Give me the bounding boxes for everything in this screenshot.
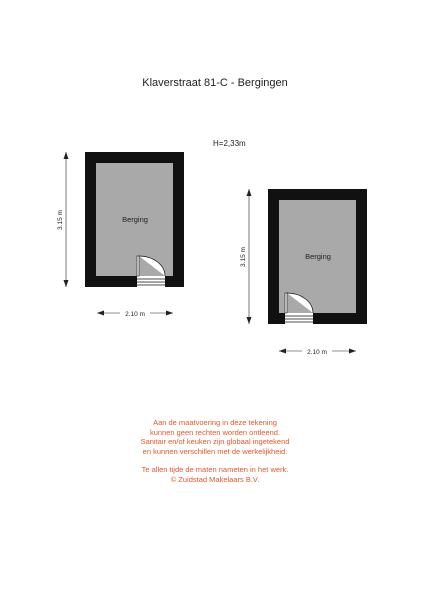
room-2-door-leaf	[285, 293, 287, 313]
copyright-line: © Zuidstad Makelaars B.V.	[170, 474, 260, 484]
plan-title: Klaverstraat 81-C - Bergingen	[142, 77, 288, 89]
storage-room-1	[85, 152, 184, 287]
disclaimer-line: Aan de maatvoering in deze tekening	[153, 418, 277, 427]
room-1-dim-vertical	[57, 152, 69, 287]
disclaimer-line: Sanitair en/of keuken zijn globaal ingetekend	[140, 437, 290, 447]
room-2-label: Berging	[305, 252, 331, 261]
room-1-label: Berging	[122, 215, 148, 224]
ceiling-height-label: H=2,33m	[213, 139, 246, 148]
storage-room-2	[268, 189, 367, 324]
room-1-dim-vertical-label: 3.15 m	[57, 210, 64, 230]
room-2-dim-horizontal-label: 2.10 m	[307, 349, 327, 356]
disclaimer-line: kunnen geen rechten worden ontleend.	[149, 427, 281, 437]
room-1-dim-horizontal	[97, 308, 173, 318]
room-2-dim-horizontal	[279, 346, 356, 356]
disclaimer-line: Te allen tijde de maten nameten in het werk.	[141, 465, 289, 475]
disclaimer-line: en kunnen verschillen met de werkelijkheid.	[142, 446, 288, 456]
room-2-dim-vertical-label: 3.15 m	[240, 247, 247, 267]
room-1-door-leaf	[137, 256, 139, 276]
disclaimer	[0, 418, 430, 485]
room-1-dim-horizontal-label: 2.10 m	[125, 311, 145, 318]
room-2-dim-vertical	[240, 189, 252, 324]
